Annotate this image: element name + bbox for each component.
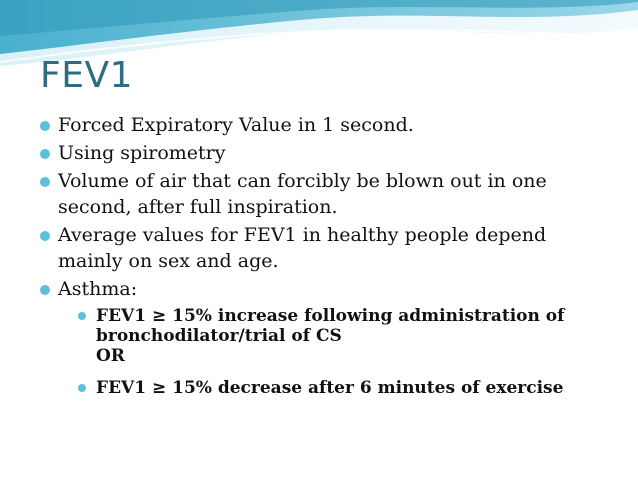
sub-bullet-dot-icon bbox=[78, 312, 86, 320]
bullet-text-line: second, after full inspiration. bbox=[58, 196, 338, 218]
bullet-item bbox=[40, 140, 600, 166]
sub-bullet-text-line: FEV1 ≥ 15% increase following administration of bbox=[96, 306, 565, 326]
bullet-dot-icon bbox=[40, 231, 50, 241]
bullet-dot-icon bbox=[40, 149, 50, 159]
bullet-text-line: Average values for FEV1 in healthy people depend bbox=[58, 224, 547, 246]
bullet-item bbox=[40, 222, 600, 274]
bullet-dot-icon bbox=[40, 121, 50, 131]
sub-bullet-item bbox=[78, 306, 600, 366]
bullet-dot-icon bbox=[40, 177, 50, 187]
bullet-dot-icon bbox=[40, 285, 50, 295]
sub-bullet-text-line: FEV1 ≥ 15% decrease after 6 minutes of exercise bbox=[96, 378, 564, 398]
bullet-item bbox=[40, 276, 600, 398]
bullet-item bbox=[40, 112, 600, 138]
bullet-text-line: mainly on sex and age. bbox=[58, 250, 279, 272]
bullet-text-line: Volume of air that can forcibly be blown out in one bbox=[58, 170, 547, 192]
slide-title: FEV1 bbox=[40, 55, 133, 96]
sub-bullet-item bbox=[78, 378, 600, 398]
bullet-text: Forced Expiratory Value in 1 second. bbox=[58, 114, 414, 136]
bullet-text: Asthma: bbox=[58, 278, 138, 300]
bullet-item bbox=[40, 168, 600, 220]
bullet-list bbox=[40, 112, 600, 410]
sub-bullet-dot-icon bbox=[78, 384, 86, 392]
sub-bullet-text-line: OR bbox=[96, 346, 125, 366]
sub-bullet-list bbox=[78, 306, 600, 398]
sub-bullet-text-line: bronchodilator/trial of CS bbox=[96, 326, 342, 346]
bullet-text: Using spirometry bbox=[58, 142, 226, 164]
